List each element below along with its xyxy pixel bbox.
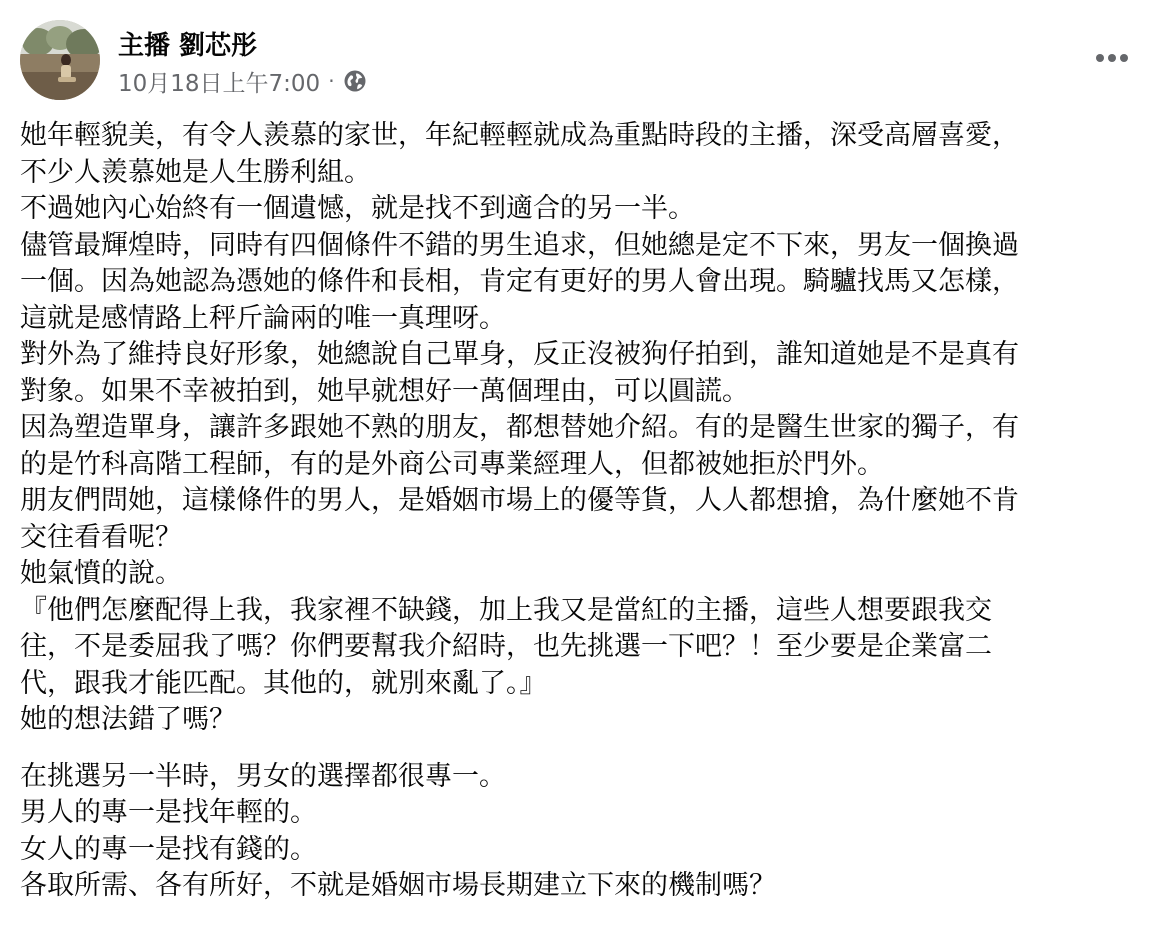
post-text-line: 對外為了維持良好形象，她總說自己單身，反正沒被狗仔拍到，誰知道她是不是真有 <box>20 339 1019 370</box>
paragraph-gap <box>20 739 1150 759</box>
globe-icon[interactable] <box>343 69 367 93</box>
more-options-icon <box>1096 54 1104 62</box>
meta-separator: · <box>328 69 335 93</box>
post-header <box>20 20 1146 102</box>
post-text-line: 這就是感情路上秤斤論兩的唯一真理呀。 <box>20 302 506 334</box>
more-options-button[interactable] <box>1090 40 1134 76</box>
post-text-line: 朋友們問她，這樣條件的男人，是婚姻市場上的優等貨，人人都想搶，為什麼她不肯 <box>20 485 1019 516</box>
post-text-line: 女人的專一是找有錢的。 <box>20 833 317 865</box>
post-text-line: 代，跟我才能匹配。其他的，就別來亂了。』 <box>20 667 547 699</box>
post-text-line: 一個。因為她認為憑她的條件和長相，肯定有更好的男人會出現。騎驢找馬又怎樣， <box>20 266 1019 297</box>
post-text-line: 不少人羨慕她是人生勝利組。 <box>20 156 371 188</box>
post-text-line: 往，不是委屈我了嗎？你們要幫我介紹時，也先挑選一下吧？！至少要是企業富二 <box>20 631 992 662</box>
post-meta <box>118 66 367 96</box>
post-text-line: 不過她內心始終有一個遺憾，就是找不到適合的另一半。 <box>20 193 695 224</box>
post-text-line: 因為塑造單身，讓許多跟她不熟的朋友，都想替她介紹。有的是醫生世家的獨子，有 <box>20 412 1019 443</box>
post-text-line: 男人的專一是找年輕的。 <box>20 797 317 828</box>
post-text-line: 的是竹科高階工程師，有的是外商公司專業經理人，但都被她拒於門外。 <box>20 448 884 480</box>
post-text-line: 她氣憤的說。 <box>20 558 182 589</box>
author-avatar[interactable] <box>20 20 100 100</box>
post-text-line: 她的想法錯了嗎？ <box>20 704 236 735</box>
post-body <box>20 118 1150 905</box>
post-text-line: 交往看看呢？ <box>20 521 182 553</box>
author-name[interactable]: 主播 劉芯彤 <box>118 31 258 61</box>
post-text-line: 『他們怎麼配得上我，我家裡不缺錢，加上我又是當紅的主播，這些人想要跟我交 <box>20 594 992 626</box>
more-options-dot <box>1120 54 1128 62</box>
post-text-line: 在挑選另一半時，男女的選擇都很專一。 <box>20 760 506 792</box>
more-options-dot <box>1108 54 1116 62</box>
post-text-line: 她年輕貌美，有令人羨慕的家世，年紀輕輕就成為重點時段的主播，深受高層喜愛， <box>20 120 1019 151</box>
post-text-line: 儘管最輝煌時，同時有四個條件不錯的男生追求，但她總是定不下來，男友一個換過 <box>20 229 1019 261</box>
post-text-line: 對象。如果不幸被拍到，她早就想好一萬個理由，可以圓謊。 <box>20 375 749 407</box>
profile-photo <box>20 20 100 100</box>
post-timestamp[interactable]: 10月18日上午7:00 <box>118 70 321 97</box>
post-text-line: 各取所需、各有所好，不就是婚姻市場長期建立下來的機制嗎？ <box>20 870 776 901</box>
